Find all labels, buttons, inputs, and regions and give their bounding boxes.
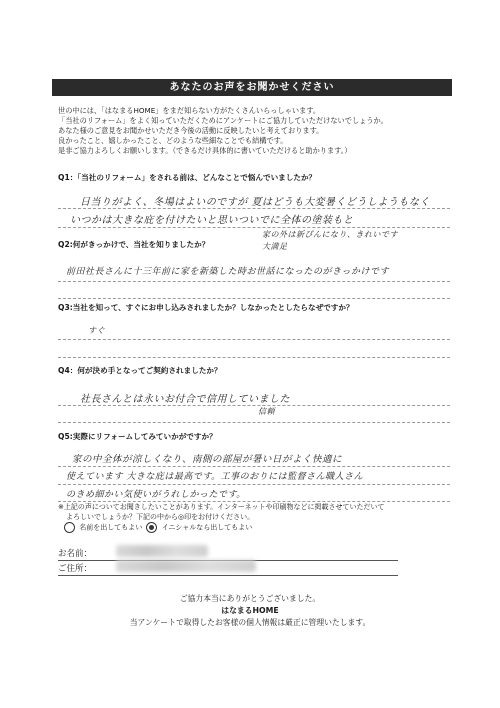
address-underline bbox=[58, 575, 398, 576]
answer-rule bbox=[58, 357, 450, 358]
answer-rule bbox=[58, 466, 450, 467]
footer-privacy: 当アンケートで取得したお客様の個人情報は厳正に管理いたします。 bbox=[129, 618, 371, 627]
answer-1-line-2: いつかは大きな庇を付けたいと思いついでに全体の塗装もと bbox=[70, 215, 354, 226]
answer-3-line-1: すぐ bbox=[88, 326, 105, 335]
answer-rule bbox=[58, 339, 450, 340]
answer-rule bbox=[58, 298, 450, 299]
intro-line: 世の中には、「はなまるHOME」をまだ知らない方がたくさんいらっしゃいます。 bbox=[58, 106, 321, 115]
notes-line: よろしいでしょうか？下記の中から◎印をお付けください。 bbox=[66, 512, 255, 521]
intro-line: 是非ご協力よろしくお願いします。（できるだけ具体的に書いていただけると助かります。） bbox=[58, 146, 352, 155]
address-redacted bbox=[116, 560, 256, 572]
answer-1-line-1: 日当りがよく、冬場はよいのですが 夏はどうも大変暑くどうしようもなく bbox=[80, 197, 430, 208]
answer-1-line-4: 大満足 bbox=[262, 242, 288, 251]
answer-5-line-2: 使えています 大きな庇は最高です。工事のおりには監督さん職人さん bbox=[66, 472, 364, 482]
question-2: Q2:何がきっかけで、当社を知りましたか？ bbox=[58, 240, 210, 249]
answer-rule bbox=[58, 405, 450, 406]
option-name-radio[interactable] bbox=[64, 522, 75, 533]
consent-options bbox=[58, 522, 385, 533]
address-label: ご住所： bbox=[58, 564, 93, 574]
question-1: Q1：「当社のリフォーム」をされる前は、どんなことで悩んでいましたか？ bbox=[58, 173, 317, 182]
intro-text bbox=[58, 106, 468, 156]
answer-rule bbox=[58, 227, 450, 228]
name-redacted bbox=[116, 545, 208, 557]
answer-rule bbox=[58, 281, 450, 282]
option-initial-label: イニシャルなら出してもよい bbox=[161, 523, 253, 532]
answer-rule bbox=[58, 208, 450, 209]
footer-thanks: ご協力本当にありがとうございました。 bbox=[179, 594, 321, 603]
intro-line: あなた様のご意見をお聞かせいただき今後の活動に反映したいと考えております。 bbox=[58, 126, 324, 135]
intro-line: 良かったこと、嬉しかったこと、どのような些細なことでも結構です。 bbox=[58, 136, 288, 145]
survey-header: あなたのお声をお聞かせください bbox=[52, 79, 452, 96]
option-initial-radio[interactable] bbox=[146, 522, 157, 533]
answer-5-line-1: 家の中全体が涼しくなり、南側の部屋が暑い日がよく快適に bbox=[72, 454, 343, 465]
answer-rule bbox=[58, 501, 450, 502]
answer-2-line-1: 前田社長さんに十三年前に家を新築した時お世話になったのがきっかけです bbox=[66, 267, 390, 277]
answer-4-line-2: 信頼 bbox=[258, 407, 275, 416]
question-4: Q4：何が決め手となってご契約されましたか？ bbox=[58, 366, 222, 375]
footer-company: はなまるHOME bbox=[221, 606, 279, 615]
notes-line: ※上記の声についてお聞きしたいことがあります。インターネットや印刷物などに掲載させていただいて bbox=[58, 503, 385, 511]
question-3: Q3:当社を知って、すぐにお申し込みされましたか？しなかったとしたらなぜですか？ bbox=[58, 303, 354, 312]
answer-1-line-3: 家の外は新ぴんになり、きれいです bbox=[262, 230, 398, 239]
answer-rule bbox=[58, 422, 450, 423]
name-label: お名前： bbox=[58, 549, 93, 559]
question-5: Q5:実際にリフォームしてみていかがですか？ bbox=[58, 432, 217, 441]
answer-4-line-1: 社長さんとは永いお付合で信用していました bbox=[80, 394, 290, 405]
answer-rule bbox=[58, 484, 450, 485]
option-name-label: 名前を出してもよい bbox=[79, 523, 143, 532]
answer-5-line-3: のきめ細かい気使いがうれしかったです。 bbox=[66, 490, 246, 500]
intro-line: 「当社のリフォーム」をよく知っていただくためにアンケートにご協力していただけないでしょうか。 bbox=[58, 116, 388, 125]
publication-notes bbox=[58, 503, 385, 533]
